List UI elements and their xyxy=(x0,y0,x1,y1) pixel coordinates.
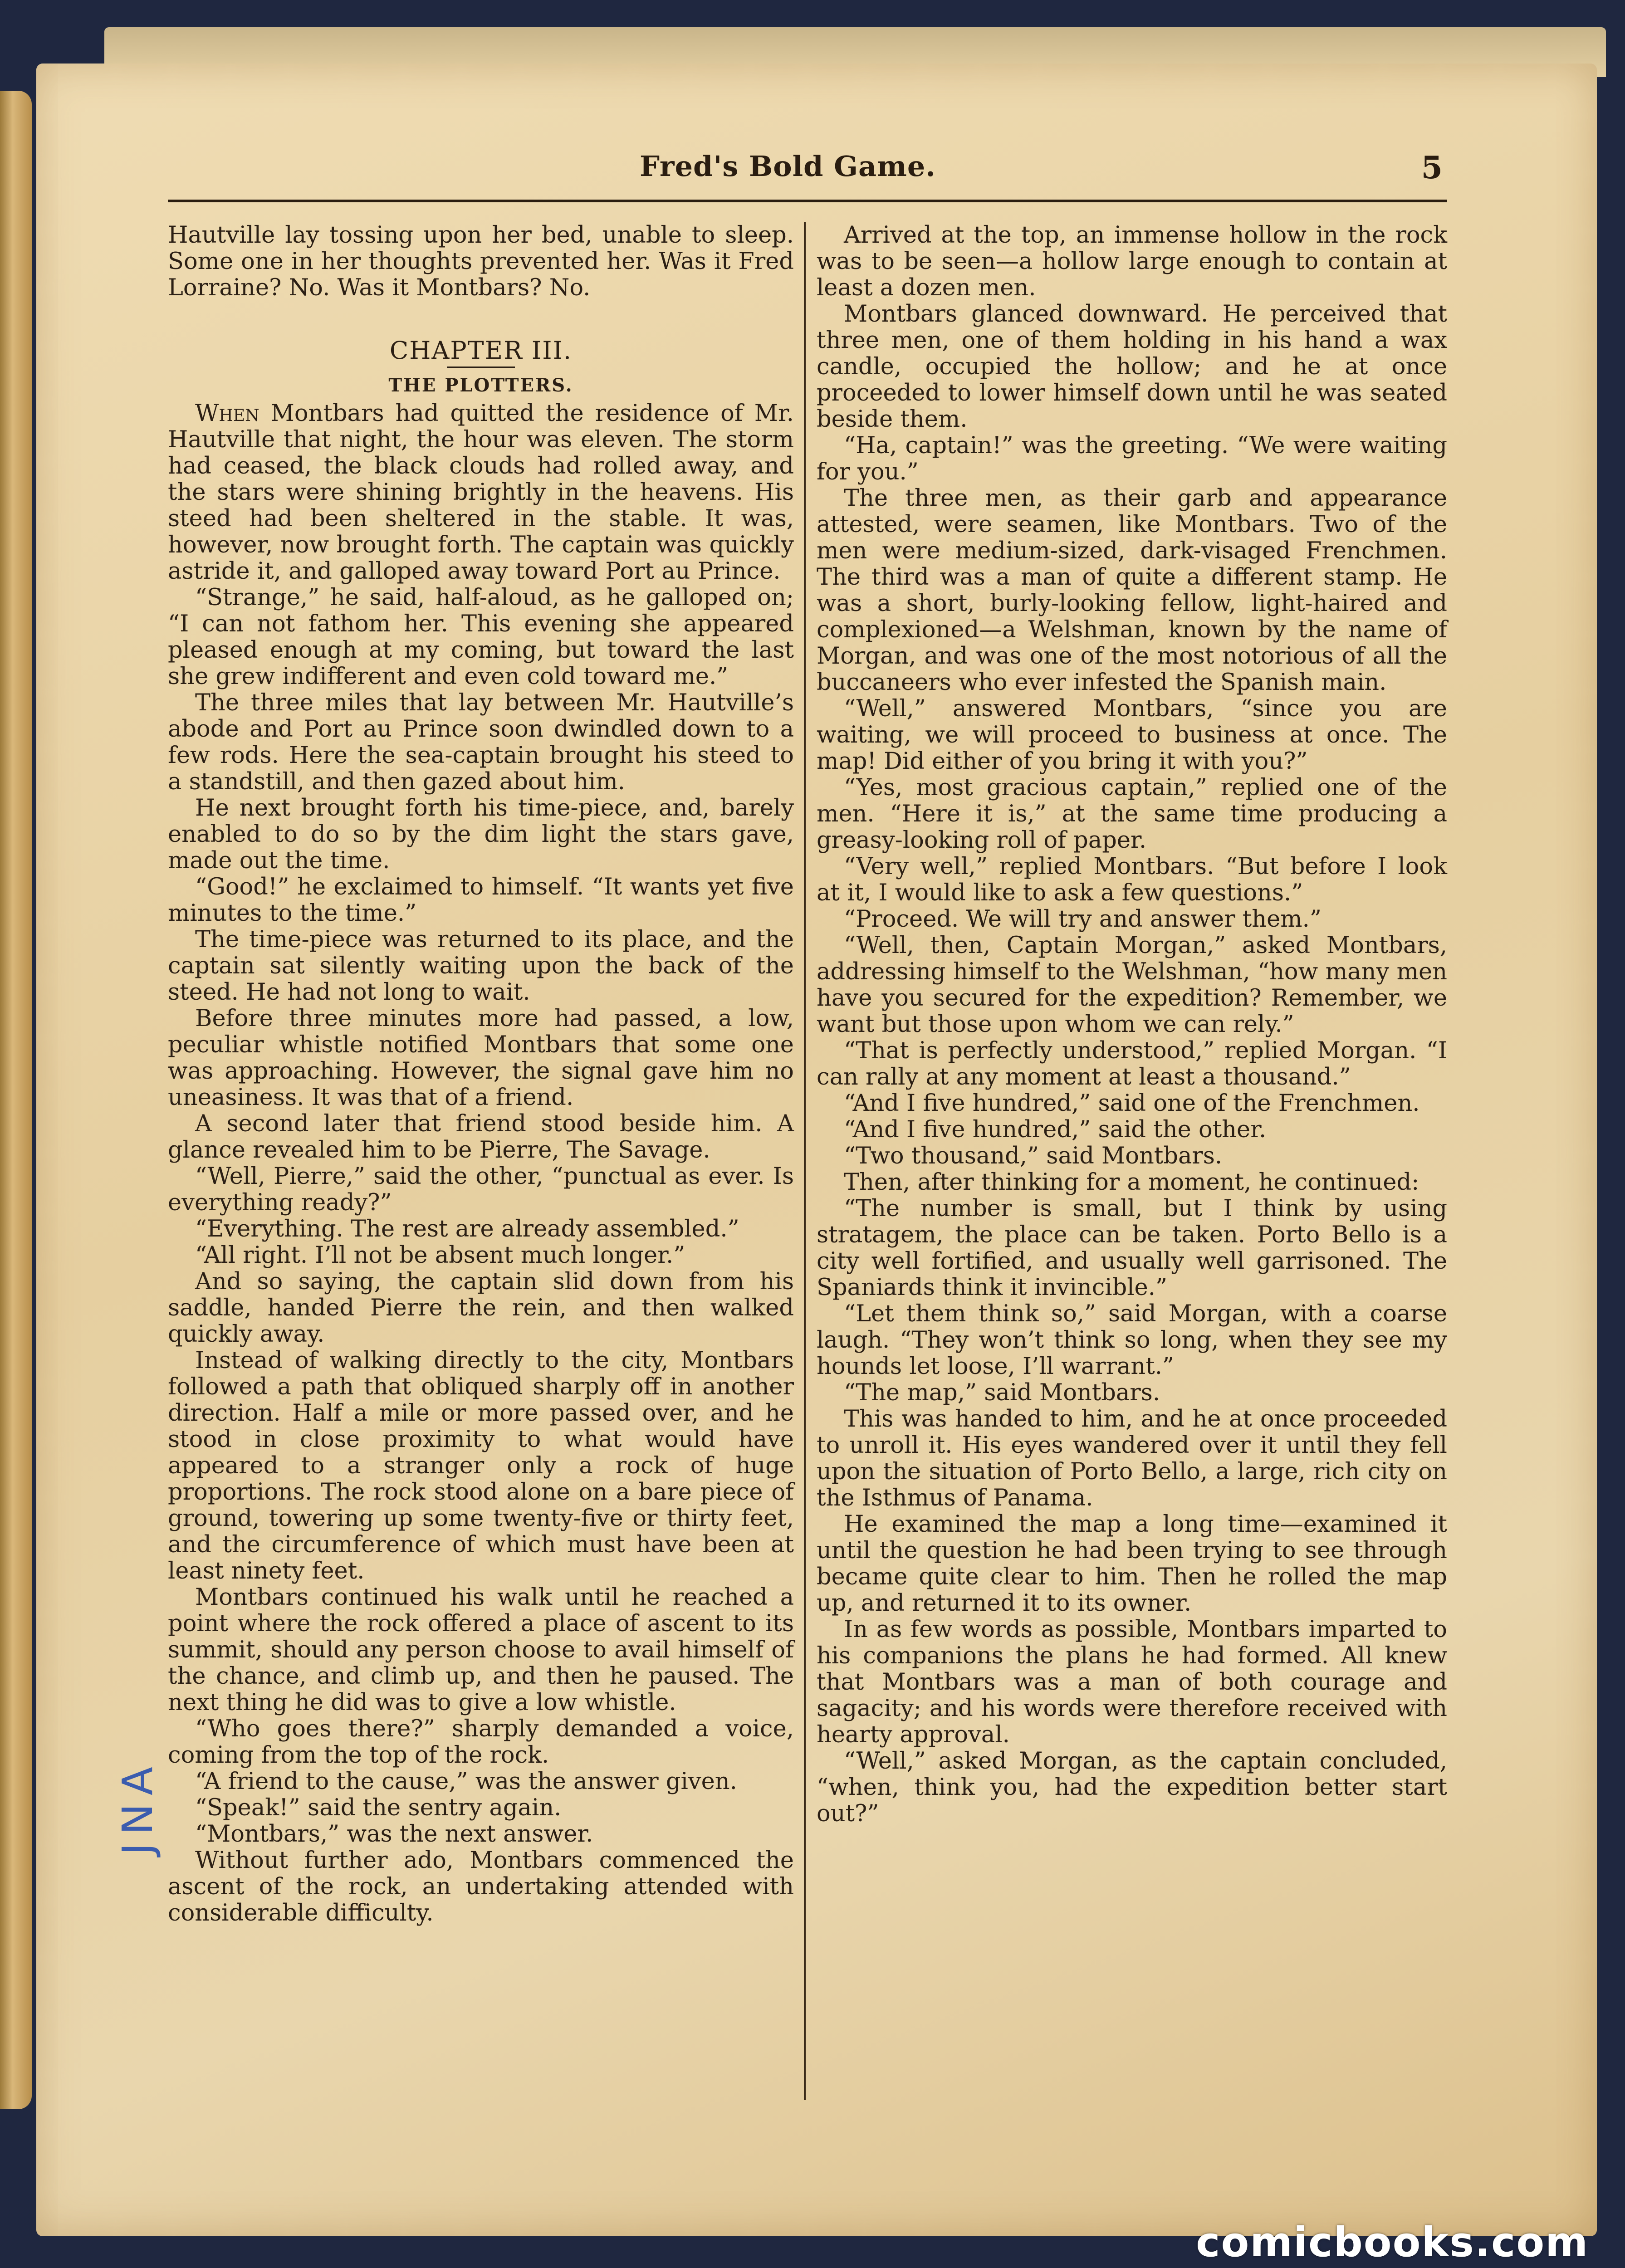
paragraph: “The map,” said Montbars. xyxy=(844,1379,1160,1406)
paragraph: “The number is small, but I think by using stratagem, the place can be taken. Porto Bello is a city well fortified, and usually well garrisoned. The Spaniards think it invincible.” xyxy=(817,1195,1447,1301)
paragraph: “Very well,” replied Montbars. “But before I look at it, I would like to ask a few questions.” xyxy=(817,853,1447,906)
paragraph: “Let them think so,” said Morgan, with a coarse laugh. “They won’t think so long, when they see my hounds let loose, I’ll warrant.” xyxy=(817,1300,1447,1380)
paragraph: “Who goes there?” sharply demanded a voice, coming from the top of the rock. xyxy=(168,1716,794,1769)
paragraph xyxy=(168,401,794,585)
paragraph: In as few words as possible, Montbars imparted to his companions the plans he had formed. All knew that Montbars was a man of both courage and sagacity; and his words were therefore received with hearty approval. xyxy=(817,1616,1447,1748)
paragraph: “That is perfectly understood,” replied Morgan. “I can rally at any moment at least a thousand.” xyxy=(817,1037,1447,1090)
book-spine xyxy=(0,91,32,2109)
paragraph: “Well, then, Captain Morgan,” asked Montbars, addressing himself to the Welshman, “how many men have you secured for the expedition? Remember, we want but those upon whom we can rely.” xyxy=(817,932,1447,1038)
running-title: Fred's Bold Game. xyxy=(640,150,936,183)
paragraph: Instead of walking directly to the city, Montbars followed a path that obliqued sharply off in another direction. Half a mile or more passed over, and he stood in close proximity to what would have appeared to a stranger only a rock of huge proportions. The rock stood alone on a bare piece of ground, towering up some twenty-five or thirty feet, and the circumference of which must have been at least ninety feet. xyxy=(168,1347,794,1584)
paragraph: Before three minutes more had passed, a low, peculiar whistle notified Montbars that some one was approaching. However, the signal gave him no uneasiness. It was that of a friend. xyxy=(168,1005,794,1111)
column-divider xyxy=(804,222,806,2100)
paragraph: “Well,” answered Montbars, “since you are waiting, we will proceed to business at once. The map! Did either of you bring it with you?” xyxy=(817,695,1447,775)
paragraph: “Montbars,” was the next answer. xyxy=(195,1821,593,1848)
paragraph: This was handed to him, and he at once proceeded to unroll it. His eyes wandered over it until they fell upon the situation of Porto Bello, a large, rich city on the Isthmus of Panama. xyxy=(817,1406,1447,1511)
paragraph: The time-piece was returned to its place, and the captain sat silently waiting upon the back of the steed. He had not long to wait. xyxy=(168,926,794,1006)
paragraph: “A friend to the cause,” was the answer given. xyxy=(195,1768,737,1795)
chapter-subtitle: THE PLOTTERS. xyxy=(388,375,573,396)
paragraph: “Proceed. We will try and answer them.” xyxy=(844,906,1322,933)
paragraph: “Yes, most gracious captain,” replied one of the men. “Here it is,” at the same time producing a greasy-looking roll of paper. xyxy=(817,774,1447,854)
page-number: 5 xyxy=(1421,150,1443,186)
paragraph: Montbars continued his walk until he reached a point where the rock offered a place of ascent to its summit, should any person choose to avail himself of the chance, and climb up, and then he paused. The next thing he did was to give a low whistle. xyxy=(168,1584,794,1716)
paragraph: Montbars glanced downward. He perceived that three men, one of them holding in his hand a wax candle, occupied the hollow; and he at once proceeded to lower himself down until he was seated beside them. xyxy=(817,301,1447,433)
paragraph: “Well,” asked Morgan, as the captain concluded, “when, think you, had the expedition better start out?” xyxy=(817,1748,1447,1827)
paragraph: “Well, Pierre,” said the other, “punctual as ever. Is everything ready?” xyxy=(168,1163,794,1216)
paragraph: “And I five hundred,” said one of the Frenchmen. xyxy=(844,1090,1420,1117)
paragraph: And so saying, the captain slid down from his saddle, handed Pierre the rein, and then walked quickly away. xyxy=(168,1268,794,1348)
paragraph: “And I five hundred,” said the other. xyxy=(844,1116,1267,1143)
paragraph: “Ha, captain!” was the greeting. “We were waiting for you.” xyxy=(817,432,1447,485)
paragraph: Then, after thinking for a moment, he continued: xyxy=(844,1169,1419,1196)
paragraph: The three miles that lay between Mr. Hautville’s abode and Port au Prince soon dwindled down to a few rods. Here the sea-captain brought his steed to a standstill, and then gazed about him. xyxy=(168,689,794,795)
paragraph: “Good!” he exclaimed to himself. “It wants yet five minutes to the time.” xyxy=(168,874,794,927)
lead-word: When xyxy=(195,400,259,427)
paragraph: He next brought forth his time-piece, and, barely enabled to do so by the dim light the stars gave, made out the time. xyxy=(168,795,794,874)
paragraph: “Everything. The rest are already assembled.” xyxy=(195,1216,739,1242)
paragraph: “Two thousand,” said Montbars. xyxy=(844,1143,1223,1169)
watermark: comicbooks.com xyxy=(1196,2219,1589,2266)
left-column xyxy=(168,222,794,1926)
paragraph: He examined the map a long time—examined it until the question he had been trying to see through became quite clear to him. Then he rolled the map up, and returned it to its owner. xyxy=(817,1511,1447,1617)
paragraph: Hautville lay tossing upon her bed, unable to sleep. Some one in her thoughts prevented her. Was it Fred Lorraine? No. Was it Montbars? No. xyxy=(168,222,794,301)
header-rule xyxy=(168,200,1447,202)
paragraph: “Strange,” he said, half-aloud, as he galloped on; “I can not fathom her. This evening she appeared pleased enough at my coming, but toward the last she grew indifferent and even cold toward me.” xyxy=(168,584,794,690)
chapter-rule xyxy=(447,367,515,368)
page-header xyxy=(168,141,1443,191)
paragraph-text: Montbars had quitted the residence of Mr. Hautville that night, the hour was eleven. The storm had ceased, the black clouds had rolled away, and the stars were shining brightly in the heavens. His steed had been sheltered in the stable. It was, however, now brought forth. The captain was quickly astride it, and galloped away toward Port au Prince. xyxy=(168,400,794,585)
paragraph: “Speak!” said the sentry again. xyxy=(195,1794,562,1821)
paragraph: The three men, as their garb and appearance attested, were seamen, like Montbars. Two of the men were medium-sized, dark-visaged Frenchmen. The third was a man of quite a different stamp. He was a short, burly-looking fellow, light-haired and complexioned—a Welshman, known by the name of Morgan, and was one of the most notorious of all the buccaneers who ever infested the Spanish main. xyxy=(817,485,1447,696)
paragraph: Without further ado, Montbars commenced the ascent of the rock, an undertaking attended with considerable difficulty. xyxy=(168,1847,794,1926)
handwritten-mark: JNA xyxy=(113,1759,162,1855)
paragraph: A second later that friend stood beside him. A glance revealed him to be Pierre, The Savage. xyxy=(168,1110,794,1163)
right-column xyxy=(817,222,1447,1827)
paragraph: Arrived at the top, an immense hollow in the rock was to be seen—a hollow large enough to contain at least a dozen men. xyxy=(817,222,1447,301)
paragraph: “All right. I’ll not be absent much longer.” xyxy=(195,1242,685,1269)
chapter-heading: CHAPTER III. xyxy=(389,336,573,365)
